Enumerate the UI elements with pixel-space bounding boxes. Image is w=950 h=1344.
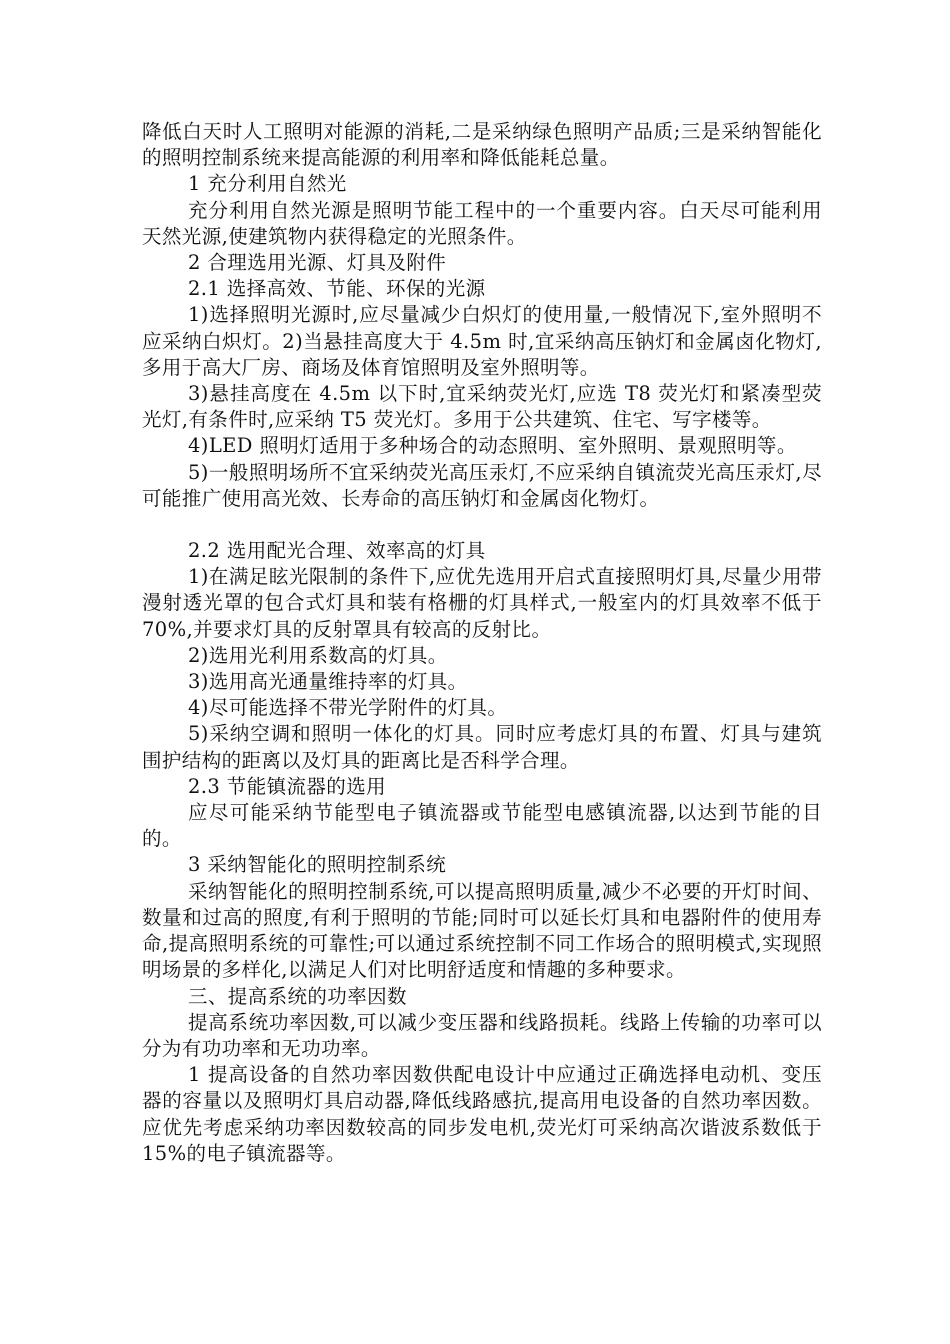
heading-intelligent-control: 3 采纳智能化的照明控制系统 xyxy=(188,853,447,877)
paragraph-2-2-item-5: 5)采纳空调和照明一体化的灯具。同时应考虑灯具的布置、灯具与建筑围护结构的距离以及灯具的距离比是否科学合理。 xyxy=(142,722,822,772)
heading-2-3: 2.3 节能镇流器的选用 xyxy=(188,774,387,798)
paragraph-natural-power-factor: 1 提高设备的自然功率因数供配电设计中应通过正确选择电动机、变压器的容量以及照明灯具启动器,降低线路感抗,提高用电设备的自然功率因数。应优先考虑采纳功率因数较高的同步发电机,荧光灯可采纳高次谐波系数低于 15%的电子镇流器等。 xyxy=(142,1063,822,1165)
heading-2-1: 2.1 选择高效、节能、环保的光源 xyxy=(188,277,486,301)
heading-light-sources: 2 合理选用光源、灯具及附件 xyxy=(188,251,447,275)
heading-power-factor: 三、提高系统的功率因数 xyxy=(188,984,407,1008)
blank-line xyxy=(142,512,822,538)
paragraph-2-2-item-1: 1)在满足眩光限制的条件下,应优先选用开启式直接照明灯具,尽量少用带漫射透光罩的包合式灯具和装有格栅的灯具样式,一般室内的灯具效率不低于 70%,并要求灯具的反射罩具有较高的反射比。 xyxy=(142,565,822,641)
paragraph-intro-continued: 降低白天时人工照明对能源的消耗,二是采纳绿色照明产品质;三是采纳智能化的照明控制系统来提高能源的利用率和降低能耗总量。 xyxy=(142,120,822,170)
heading-2-2: 2.2 选用配光合理、效率高的灯具 xyxy=(188,539,486,563)
paragraph-2-3: 应尽可能采纳节能型电子镇流器或节能型电感镇流器,以达到节能的目的。 xyxy=(142,801,822,851)
paragraph-natural-light: 充分利用自然光源是照明节能工程中的一个重要内容。白天尽可能利用天然光源,使建筑物内获得稳定的光照条件。 xyxy=(142,198,822,248)
paragraph-2-1-item-5: 5)一般照明场所不宜采纳荧光高压汞灯,不应采纳自镇流荧光高压汞灯,尽可能推广使用高光效、长寿命的高压钠灯和金属卤化物灯。 xyxy=(142,460,822,510)
paragraph-intelligent-control: 采纳智能化的照明控制系统,可以提高照明质量,减少不必要的开灯时间、数量和过高的照度,有利于照明的节能;同时可以延长灯具和电器附件的使用寿命,提高照明系统的可靠性;可以通过系统控制不同工作场合的照明模式,实现照明场景的多样化,以满足人们对比明舒适度和情趣的多种要求。 xyxy=(142,879,822,982)
paragraph-2-1-item-3: 3)悬挂高度在 4.5m 以下时,宜采纳荧光灯,应选 T8 荧光灯和紧凑型荧光灯,有条件时,应采纳 T5 荧光灯。多用于公共建筑、住宅、写字楼等。 xyxy=(142,382,822,432)
paragraph-2-1-item-4: 4)LED 照明灯适用于多种场合的动态照明、室外照明、景观照明等。 xyxy=(188,434,797,458)
paragraph-2-2-item-3: 3)选用高光通量维持率的灯具。 xyxy=(188,670,468,694)
paragraph-2-2-item-4: 4)尽可能选择不带光学附件的灯具。 xyxy=(188,696,508,720)
document-body xyxy=(142,119,822,1167)
paragraph-2-2-item-2: 2)选用光利用系数高的灯具。 xyxy=(188,643,448,667)
paragraph-2-1-item-1: 1)选择照明光源时,应尽量减少白炽灯的使用量,一般情况下,室外照明不应采纳白炽灯。2)当悬挂高度大于 4.5m 时,宜采纳高压钠灯和金属卤化物灯,多用于高大厂房、商场及体育馆照明及室外照明等。 xyxy=(142,303,822,379)
heading-natural-light: 1 充分利用自然光 xyxy=(188,172,347,196)
paragraph-power-factor: 提高系统功率因数,可以减少变压器和线路损耗。线路上传输的功率可以分为有功功率和无功功率。 xyxy=(142,1010,822,1060)
